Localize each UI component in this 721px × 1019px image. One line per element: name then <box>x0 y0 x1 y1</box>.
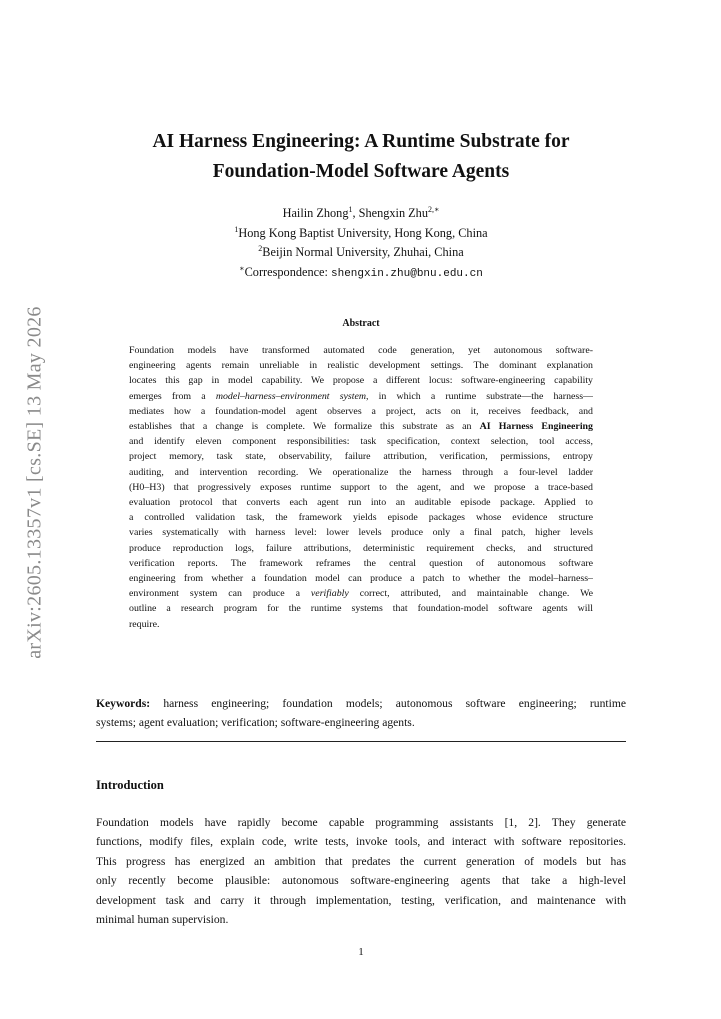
abstract-line: project memory, task state, observability, failure attribution, verification, permissions, entropy <box>129 451 593 463</box>
abstract-line: produce reproduction logs, failure attributions, deterministic requirement checks, and structured <box>129 542 593 554</box>
author-name: Hailin Zhong <box>282 206 349 220</box>
abstract-line: varies systematically with harness level: lower levels produce only a final patch, higher levels <box>129 527 593 539</box>
keywords-text: harness engineering; foundation models; autonomous software engineering; runtime <box>150 697 626 710</box>
abstract-heading: Abstract <box>342 318 380 329</box>
affiliation-text: Hong Kong Baptist University, Hong Kong, China <box>238 225 488 240</box>
body-line: minimal human supervision. <box>96 913 229 927</box>
paper-title <box>96 127 626 187</box>
section-heading-introduction: Introduction <box>96 778 164 792</box>
abstract-line: (H0–H3) that progressively exposes runtime support to the agent, and we propose a trace-based <box>129 481 593 493</box>
abstract-line: require. <box>129 618 160 630</box>
author-affil-mark: 2,∗ <box>427 204 440 214</box>
abstract-emphasis: verifiably <box>310 588 349 600</box>
abstract-line: mediates how a foundation-model agent observes a project, acts on it, receives feedback, and <box>129 405 593 417</box>
arxiv-sidebar <box>22 292 48 672</box>
introduction-body <box>96 813 626 929</box>
keywords-block <box>96 694 626 732</box>
abstract-text: emerges from a <box>129 390 216 402</box>
abstract-body <box>129 343 593 632</box>
abstract-line: engineering agents remain unreliable in realistic development settings. The dominant explanation <box>129 360 593 372</box>
affiliation-text: Beijin Normal University, Zhuhai, China <box>262 245 464 259</box>
keywords-label: Keywords: <box>96 697 151 710</box>
abstract-text: , in which a runtime substrate—the harness— <box>366 390 593 402</box>
keywords-line: systems; agent evaluation; verification; software-engineering agents. <box>96 716 415 729</box>
abstract-emphasis: model–harness–environment system <box>215 390 367 402</box>
abstract-line: verification reports. The framework reframes the central question of autonomous software <box>129 557 593 569</box>
abstract-line: Foundation models have transformed automated code generation, yet autonomous software- <box>129 345 593 356</box>
title-line-1: AI Harness Engineering: A Runtime Substrate for <box>152 131 570 152</box>
abstract-line <box>129 419 593 434</box>
arxiv-identifier: arXiv:2605.13357v1 [cs.SE] 13 May 2026 <box>23 305 46 659</box>
affiliation <box>96 243 626 263</box>
abstract-text: establishes that a change is complete. We formalize this substrate as an <box>129 421 480 433</box>
body-line: Foundation models have rapidly become capable programming assistants [1, 2]. They generate <box>96 816 626 829</box>
abstract-line <box>129 389 593 404</box>
abstract-line: evaluation protocol that converts each agent run into an auditable episode package. Applied to <box>129 497 593 509</box>
author-separator: , <box>352 206 359 220</box>
abstract-text: environment system can produce a <box>129 588 311 600</box>
author-block <box>96 204 626 284</box>
correspondence-mark: ∗ <box>239 263 245 273</box>
section-divider <box>96 741 626 742</box>
body-line: This progress has energized an ambition that predates the current generation of models but has <box>96 854 626 868</box>
affiliation <box>96 224 626 244</box>
abstract-line: and identify eleven component responsibilities: task specification, context selection, tool access, <box>129 436 593 448</box>
body-line: functions, modify files, explain code, write tests, invoke tools, and interact with software repositories. <box>96 835 626 849</box>
abstract-text: correct, attributed, and maintainable change. We <box>348 588 593 600</box>
abstract-line: engineering from whether a foundation model can produce a patch to whether the model–harness– <box>129 573 593 585</box>
author-affil-mark: 1 <box>348 204 353 214</box>
abstract-line <box>129 586 593 601</box>
correspondence-label: Correspondence: <box>244 264 331 279</box>
correspondence-email: shengxin.zhu@bnu.edu.cn <box>331 267 483 280</box>
keywords-line <box>96 694 626 713</box>
body-line: development task and carry it through implementation, testing, verification, and maintenance with <box>96 893 626 907</box>
abstract-bold-term: AI Harness Engineering <box>479 421 593 433</box>
affiliation-mark: 2 <box>258 243 263 253</box>
author-name: Shengxin Zhu <box>358 206 428 220</box>
abstract-line: outline a research program for the runtime systems that foundation-model software agents will <box>129 603 593 615</box>
author-names <box>96 204 626 224</box>
body-line: only recently become plausible: autonomous software-engineering agents that take a high-level <box>96 874 626 888</box>
abstract-line: a controlled validation task, the framework yields episode packages whose evidence structure <box>129 512 593 524</box>
abstract-line: locates this gap in model capability. We propose a different locus: software-engineering capability <box>129 375 593 387</box>
title-line-2: Foundation-Model Software Agents <box>212 161 510 182</box>
affiliation-mark: 1 <box>234 224 239 234</box>
page-number: 1 <box>358 946 364 958</box>
abstract-line: auditing, and intervention recording. We operationalize the harness through a four-level ladder <box>129 466 593 478</box>
correspondence <box>96 263 626 285</box>
